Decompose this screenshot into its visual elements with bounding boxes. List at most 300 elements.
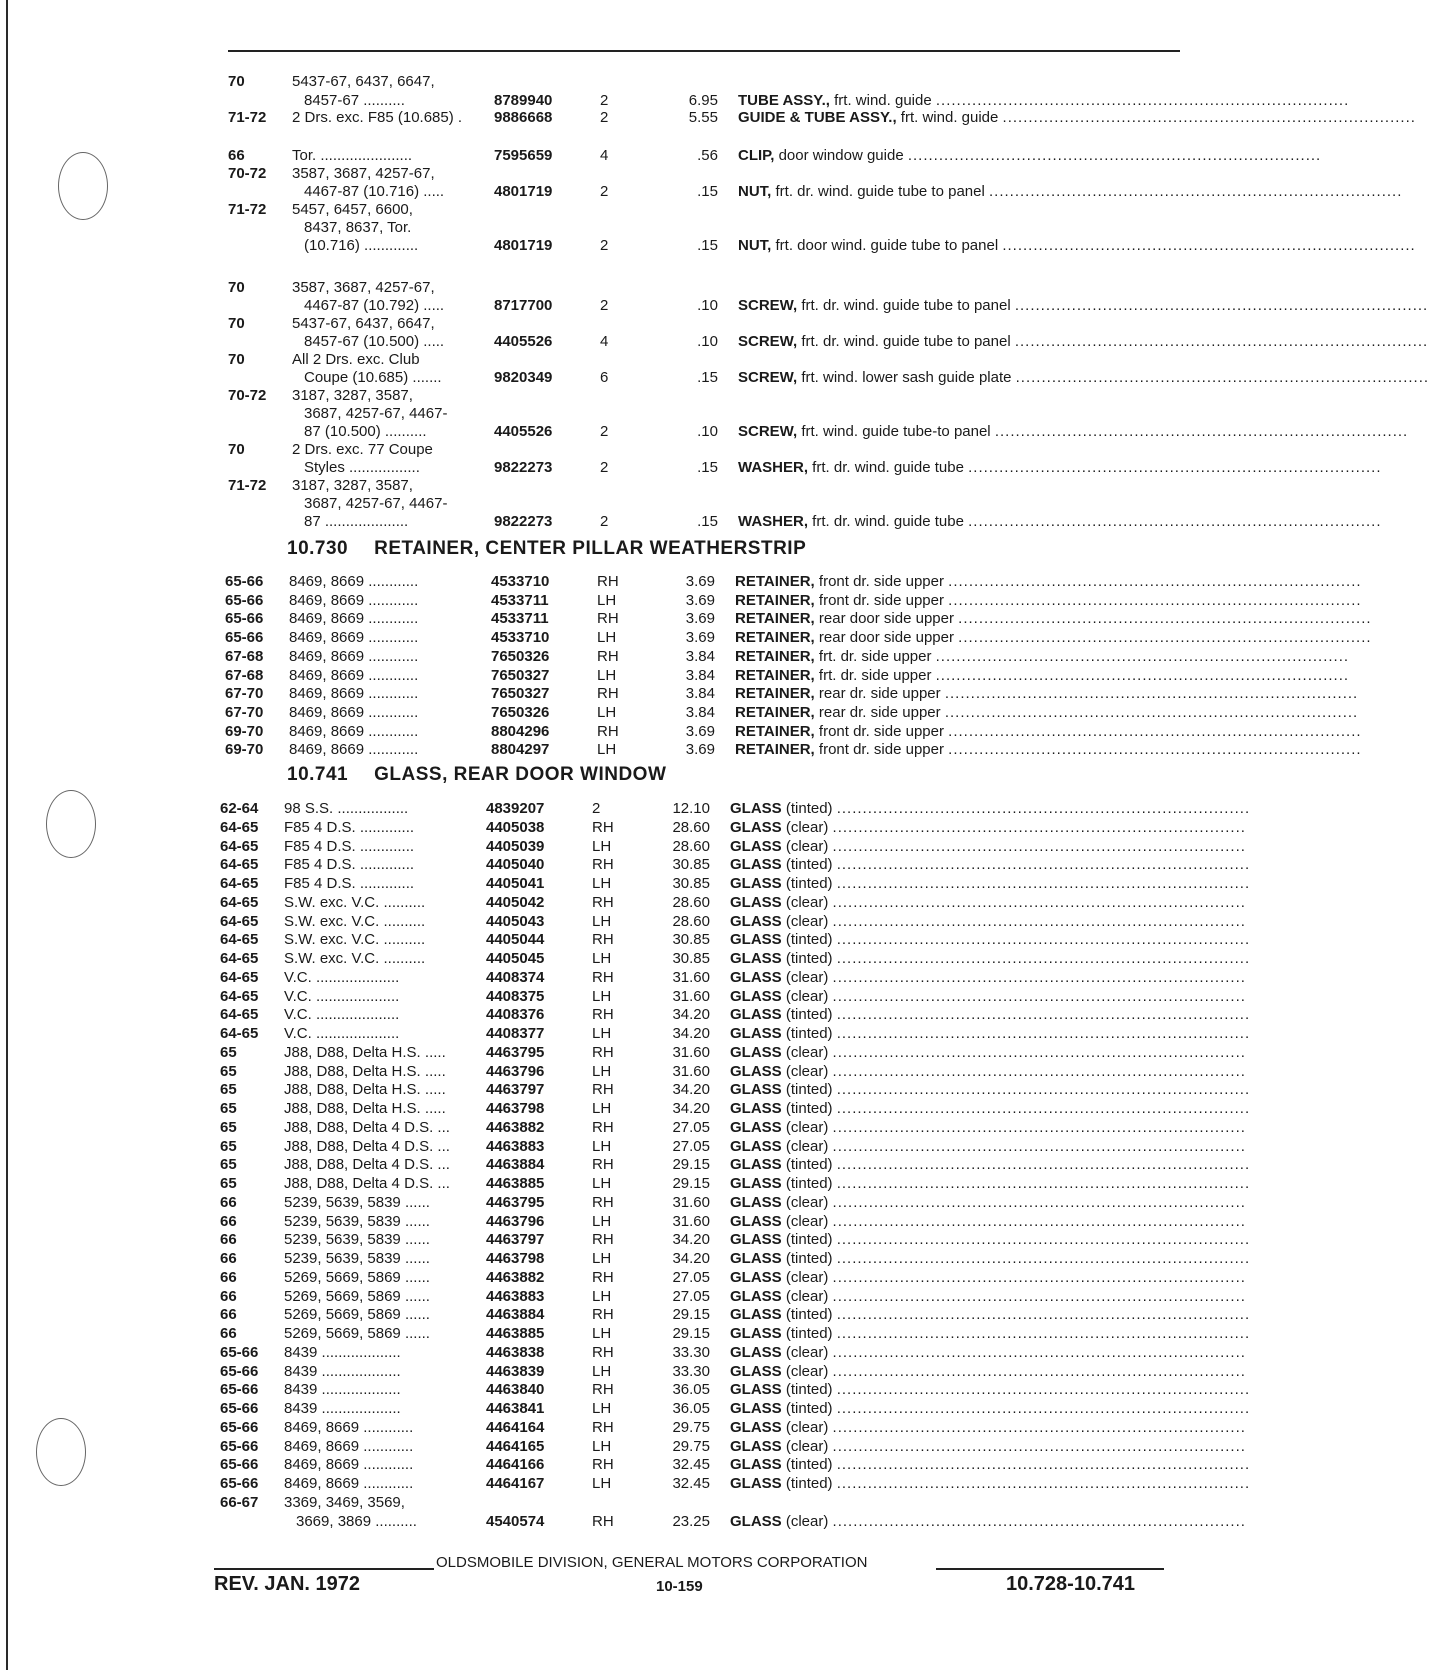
quantity: 6: [600, 369, 609, 386]
table-row: [228, 218, 1180, 237]
quantity: 4: [600, 333, 609, 350]
part-number: 4464164: [486, 1419, 545, 1436]
quantity: RH: [592, 1269, 614, 1286]
part-description: [730, 1062, 1246, 1081]
part-detail: (tinted): [781, 1475, 837, 1492]
part-description: [738, 332, 1429, 351]
part-description: [738, 146, 1322, 165]
table-row: [228, 332, 1429, 351]
table-row: [220, 1512, 1246, 1531]
application: 5239, 5639, 5839 ......: [284, 1194, 430, 1211]
model-year: 64-65: [220, 931, 259, 948]
part-number: 4463883: [486, 1288, 545, 1305]
leader-dots: ................................................................................: [1015, 369, 1429, 386]
table-row: [220, 930, 1251, 949]
leader-dots: ................................................................................: [836, 1381, 1251, 1398]
table-row: [220, 968, 1246, 987]
model-year: 62-64: [220, 800, 259, 817]
application: 8469, 8669 ............: [289, 592, 419, 609]
footer-revision: REV. JAN. 1972: [214, 1573, 361, 1595]
quantity: LH: [592, 838, 612, 855]
part-name: GLASS: [730, 1194, 782, 1211]
quantity: RH: [597, 610, 619, 627]
price: 34.20: [672, 1100, 710, 1117]
application: S.W. exc. V.C. ..........: [284, 931, 426, 948]
quantity: RH: [592, 1456, 614, 1473]
table-row: [228, 314, 1180, 333]
model-year: 70-72: [228, 387, 267, 404]
application: Tor. ......................: [292, 147, 413, 164]
part-name: GLASS: [730, 1156, 782, 1173]
price: 3.69: [685, 610, 715, 627]
table-row: [220, 1005, 1251, 1024]
part-name: GLASS: [730, 1063, 782, 1080]
part-number: 7650327: [491, 685, 550, 702]
part-detail: (tinted): [781, 931, 837, 948]
section-heading-10730: [287, 538, 832, 560]
leader-dots: ................................................................................: [836, 1400, 1251, 1417]
price: 30.85: [672, 875, 710, 892]
part-name: SCREW,: [738, 333, 798, 350]
price: 27.05: [672, 1119, 710, 1136]
model-year: 64-65: [220, 819, 259, 836]
application: 3587, 3687, 4257-67,: [292, 279, 435, 296]
leader-dots: ................................................................................: [836, 1456, 1251, 1473]
part-number: 4463798: [486, 1100, 545, 1117]
table-row: [228, 422, 1409, 441]
model-year: 67-68: [225, 648, 264, 665]
table-row: [225, 703, 1359, 722]
part-name: GLASS: [730, 1081, 782, 1098]
model-year: 65: [220, 1119, 237, 1136]
model-year: 64-65: [220, 988, 259, 1005]
part-number: 4463884: [486, 1306, 545, 1323]
part-number: 9822273: [494, 459, 553, 476]
leader-dots: ................................................................................: [836, 1475, 1251, 1492]
part-description: [730, 837, 1246, 856]
part-description: [730, 1249, 1251, 1268]
part-description: [735, 666, 1350, 685]
part-number: 9886668: [494, 109, 553, 126]
section-number: 10.730: [287, 538, 349, 559]
application: All 2 Drs. exc. Club: [292, 351, 420, 368]
model-year: 64-65: [220, 913, 259, 930]
price: 34.20: [672, 1025, 710, 1042]
part-number: 4463795: [486, 1044, 545, 1061]
part-detail: (tinted): [781, 1306, 837, 1323]
part-number: 4463797: [486, 1231, 545, 1248]
part-number: 4463885: [486, 1325, 545, 1342]
leader-dots: ................................................................................: [836, 1100, 1251, 1117]
table-row: [228, 476, 1180, 495]
part-number: 4463885: [486, 1175, 545, 1192]
part-detail: (clear): [781, 838, 833, 855]
quantity: RH: [592, 856, 614, 873]
quantity: RH: [592, 1381, 614, 1398]
quantity: LH: [597, 629, 617, 646]
leader-dots: ................................................................................: [948, 592, 1362, 609]
leader-dots: ................................................................................: [832, 1513, 1246, 1530]
table-row: [225, 609, 1372, 628]
quantity: LH: [592, 1363, 612, 1380]
model-year: 66: [220, 1288, 237, 1305]
application: S.W. exc. V.C. ..........: [284, 913, 426, 930]
part-number: 4463882: [486, 1269, 545, 1286]
price: 30.85: [672, 931, 710, 948]
part-name: GLASS: [730, 969, 782, 986]
table-row: [220, 1343, 1246, 1362]
model-year: 65-66: [225, 629, 264, 646]
part-name: RETAINER,: [735, 685, 815, 702]
part-detail: (clear): [781, 1419, 833, 1436]
price: 12.10: [672, 800, 710, 817]
part-name: GLASS: [730, 931, 782, 948]
application: 3669, 3869 ..........: [296, 1513, 417, 1530]
quantity: RH: [597, 685, 619, 702]
price: 3.84: [685, 704, 715, 721]
part-number: 4405526: [494, 333, 553, 350]
table-row: [228, 72, 1180, 91]
part-number: 4463884: [486, 1156, 545, 1173]
quantity: LH: [592, 1175, 612, 1192]
price: 28.60: [672, 819, 710, 836]
price: .15: [697, 369, 718, 386]
part-description: [730, 1118, 1246, 1137]
part-description: [730, 1137, 1246, 1156]
model-year: 65: [220, 1063, 237, 1080]
price: 28.60: [672, 913, 710, 930]
application: J88, D88, Delta 4 D.S. ...: [284, 1156, 450, 1173]
price: .10: [697, 297, 718, 314]
footer-section-range: 10.728-10.741: [1006, 1573, 1136, 1595]
table-row: [228, 458, 1382, 477]
part-number: 4533710: [491, 573, 550, 590]
part-name: GLASS: [730, 1288, 782, 1305]
part-number: 4408376: [486, 1006, 545, 1023]
model-year: 64-65: [220, 856, 259, 873]
price: 27.05: [672, 1269, 710, 1286]
part-number: 4463795: [486, 1194, 545, 1211]
quantity: RH: [592, 1231, 614, 1248]
part-detail: (clear): [781, 913, 833, 930]
application: 5239, 5639, 5839 ......: [284, 1250, 430, 1267]
quantity: LH: [592, 1063, 612, 1080]
part-name: GLASS: [730, 913, 782, 930]
application: 8469, 8669 ............: [284, 1456, 414, 1473]
leader-dots: ................................................................................: [832, 1194, 1246, 1211]
application: 8469, 8669 ............: [289, 629, 419, 646]
price: 3.69: [685, 592, 715, 609]
table-row: [225, 684, 1359, 703]
application: 8469, 8669 ............: [289, 667, 419, 684]
model-year: 64-65: [220, 838, 259, 855]
part-number: 4533711: [491, 592, 549, 609]
part-name: GLASS: [730, 1119, 782, 1136]
application: Styles .................: [304, 459, 420, 476]
leader-dots: ................................................................................: [944, 685, 1359, 702]
part-detail: (clear): [781, 1513, 833, 1530]
part-detail: frt. door wind. guide tube to panel: [771, 237, 1003, 254]
part-name: RETAINER,: [735, 723, 815, 740]
part-number: 4408377: [486, 1025, 545, 1042]
model-year: 70: [228, 441, 245, 458]
price: 31.60: [672, 969, 710, 986]
part-description: [730, 968, 1246, 987]
application: 8469, 8669 ............: [289, 704, 419, 721]
application: J88, D88, Delta H.S. .....: [284, 1044, 446, 1061]
part-description: [730, 799, 1251, 818]
quantity: LH: [592, 913, 612, 930]
model-year: 71-72: [228, 201, 267, 218]
leader-dots: ................................................................................: [832, 988, 1246, 1005]
quantity: LH: [592, 950, 612, 967]
part-name: GLASS: [730, 988, 782, 1005]
part-description: [738, 422, 1409, 441]
model-year: 70: [228, 351, 245, 368]
part-description: [735, 722, 1362, 741]
part-number: 4463841: [486, 1400, 545, 1417]
quantity: RH: [592, 931, 614, 948]
part-description: [730, 1193, 1246, 1212]
application: 3687, 4257-67, 4467-: [304, 495, 448, 512]
part-name: GLASS: [730, 1006, 782, 1023]
part-description: [730, 1099, 1251, 1118]
part-detail: (tinted): [781, 1025, 837, 1042]
model-year: 64-65: [220, 950, 259, 967]
model-year: 66: [220, 1325, 237, 1342]
part-name: RETAINER,: [735, 629, 815, 646]
table-row: [220, 1193, 1246, 1212]
table-row: [220, 1268, 1246, 1287]
part-description: [730, 1230, 1251, 1249]
model-year: 65-66: [220, 1381, 259, 1398]
part-name: RETAINER,: [735, 592, 815, 609]
quantity: LH: [592, 1400, 612, 1417]
model-year: 65: [220, 1081, 237, 1098]
leader-dots: ................................................................................: [994, 423, 1409, 440]
model-year: 67-70: [225, 704, 264, 721]
part-description: [730, 930, 1251, 949]
model-year: 66: [220, 1194, 237, 1211]
model-year: 65-66: [220, 1438, 259, 1455]
part-description: [730, 1324, 1251, 1343]
table-row: [220, 912, 1246, 931]
part-number: 4405526: [494, 423, 553, 440]
table-row: [225, 722, 1362, 741]
part-description: [730, 1380, 1251, 1399]
leader-dots: ................................................................................: [832, 838, 1246, 855]
application: 5437-67, 6437, 6647,: [292, 73, 435, 90]
part-detail: frt. dr. wind. guide tube to panel: [771, 183, 989, 200]
leader-dots: ................................................................................: [832, 969, 1246, 986]
application: 8469, 8669 ............: [284, 1438, 414, 1455]
application: V.C. ....................: [284, 1025, 400, 1042]
quantity: RH: [592, 1156, 614, 1173]
table-row: [220, 1118, 1246, 1137]
part-number: 7595659: [494, 147, 553, 164]
part-detail: (tinted): [781, 1381, 837, 1398]
part-name: GLASS: [730, 1475, 782, 1492]
part-name: NUT,: [738, 237, 772, 254]
leader-dots: ................................................................................: [836, 875, 1251, 892]
part-detail: door window guide: [774, 147, 908, 164]
part-name: GLASS: [730, 1306, 782, 1323]
leader-dots: ................................................................................: [935, 92, 1350, 109]
part-detail: front dr. side upper: [814, 723, 949, 740]
part-number: 8789940: [494, 92, 553, 109]
price: 23.25: [672, 1513, 710, 1530]
part-name: TUBE ASSY.,: [738, 92, 830, 109]
part-description: [730, 949, 1251, 968]
quantity: RH: [597, 723, 619, 740]
part-detail: (clear): [781, 1269, 833, 1286]
application: 5457, 6457, 6600,: [292, 201, 413, 218]
table-row: [228, 146, 1322, 165]
leader-dots: ................................................................................: [948, 723, 1362, 740]
part-name: GLASS: [730, 838, 782, 855]
quantity: LH: [592, 1250, 612, 1267]
part-description: [730, 874, 1251, 893]
part-description: [730, 1212, 1246, 1231]
part-description: [730, 987, 1246, 1006]
price: 34.20: [672, 1081, 710, 1098]
model-year: 71-72: [228, 477, 267, 494]
model-year: 65: [220, 1175, 237, 1192]
leader-dots: ................................................................................: [944, 704, 1359, 721]
part-detail: (clear): [781, 988, 833, 1005]
application: 98 S.S. .................: [284, 800, 409, 817]
table-row: [228, 404, 1180, 423]
table-row: [220, 837, 1246, 856]
table-row: [220, 1305, 1251, 1324]
leader-dots: ................................................................................: [832, 1419, 1246, 1436]
table-row: [220, 1212, 1246, 1231]
table-row: [228, 296, 1429, 315]
part-name: GLASS: [730, 875, 782, 892]
quantity: RH: [592, 1306, 614, 1323]
part-detail: frt. dr. side upper: [814, 648, 936, 665]
leader-dots: ................................................................................: [958, 629, 1372, 646]
leader-dots: ................................................................................: [836, 1006, 1251, 1023]
price: 34.20: [672, 1250, 710, 1267]
part-detail: rear dr. side upper: [814, 704, 945, 721]
application: 3187, 3287, 3587,: [292, 387, 413, 404]
price: 27.05: [672, 1138, 710, 1155]
part-number: 4464166: [486, 1456, 545, 1473]
part-name: RETAINER,: [735, 648, 815, 665]
part-detail: (tinted): [781, 1006, 837, 1023]
part-name: GLASS: [730, 1138, 782, 1155]
application: J88, D88, Delta 4 D.S. ...: [284, 1138, 450, 1155]
application: 8469, 8669 ............: [289, 723, 419, 740]
part-name: CLIP,: [738, 147, 775, 164]
part-number: 4463838: [486, 1344, 545, 1361]
leader-dots: ................................................................................: [836, 1025, 1251, 1042]
part-description: [730, 855, 1251, 874]
part-description: [730, 1512, 1246, 1531]
part-name: GLASS: [730, 1250, 782, 1267]
quantity: RH: [592, 1194, 614, 1211]
part-name: GLASS: [730, 1456, 782, 1473]
application: 3587, 3687, 4257-67,: [292, 165, 435, 182]
price: 36.05: [672, 1381, 710, 1398]
part-number: 4405043: [486, 913, 545, 930]
model-year: 65-66: [220, 1400, 259, 1417]
model-year: 65: [220, 1138, 237, 1155]
table-row: [228, 278, 1180, 297]
part-number: 8804297: [491, 741, 550, 758]
quantity: LH: [592, 1138, 612, 1155]
application: J88, D88, Delta H.S. .....: [284, 1081, 446, 1098]
part-detail: (clear): [781, 894, 833, 911]
price: 29.15: [672, 1325, 710, 1342]
part-name: GLASS: [730, 1438, 782, 1455]
part-name: RETAINER,: [735, 610, 815, 627]
part-detail: rear dr. side upper: [814, 685, 945, 702]
leader-dots: ................................................................................: [836, 1306, 1251, 1323]
leader-dots: ................................................................................: [832, 1063, 1246, 1080]
table-row: [228, 368, 1429, 387]
quantity: 2: [600, 237, 609, 254]
part-number: 4464167: [486, 1475, 545, 1492]
table-row: [220, 1362, 1246, 1381]
part-description: [730, 1287, 1246, 1306]
part-name: RETAINER,: [735, 667, 815, 684]
quantity: RH: [592, 819, 614, 836]
table-row: [220, 1249, 1251, 1268]
quantity: 2: [592, 800, 601, 817]
leader-dots: ................................................................................: [988, 183, 1403, 200]
application: 87 (10.500) ..........: [304, 423, 427, 440]
part-name: GLASS: [730, 1513, 782, 1530]
quantity: LH: [592, 1100, 612, 1117]
table-row: [225, 740, 1362, 759]
price: 3.84: [685, 685, 715, 702]
leader-dots: ................................................................................: [836, 1325, 1251, 1342]
application: 4467-87 (10.792) .....: [304, 297, 445, 314]
price: 29.15: [672, 1175, 710, 1192]
quantity: RH: [597, 648, 619, 665]
leader-dots: ................................................................................: [935, 667, 1350, 684]
part-detail: (tinted): [781, 800, 837, 817]
part-name: RETAINER,: [735, 704, 815, 721]
part-detail: front dr. side upper: [814, 741, 949, 758]
price: 3.69: [685, 723, 715, 740]
table-row: [228, 494, 1180, 513]
part-number: 4801719: [494, 237, 553, 254]
footer-page-number: 10-159: [656, 1578, 703, 1595]
table-row: [220, 1137, 1246, 1156]
part-detail: (clear): [781, 969, 833, 986]
table-row: [228, 512, 1382, 531]
model-year: 65: [220, 1156, 237, 1173]
leader-dots: ................................................................................: [935, 648, 1350, 665]
part-number: 8804296: [491, 723, 550, 740]
leader-dots: ................................................................................: [968, 459, 1382, 476]
part-detail: (tinted): [781, 875, 837, 892]
part-name: GLASS: [730, 1419, 782, 1436]
application: 2 Drs. exc. 77 Coupe: [292, 441, 433, 458]
table-row: [220, 1155, 1251, 1174]
table-row: [220, 1399, 1251, 1418]
price: 31.60: [672, 1063, 710, 1080]
price: 29.15: [672, 1156, 710, 1173]
part-number: 8717700: [494, 297, 553, 314]
model-year: 65-66: [225, 592, 264, 609]
part-description: [735, 647, 1350, 666]
application: 8469, 8669 ............: [289, 573, 419, 590]
part-detail: frt. dr. wind. guide tube: [808, 513, 969, 530]
